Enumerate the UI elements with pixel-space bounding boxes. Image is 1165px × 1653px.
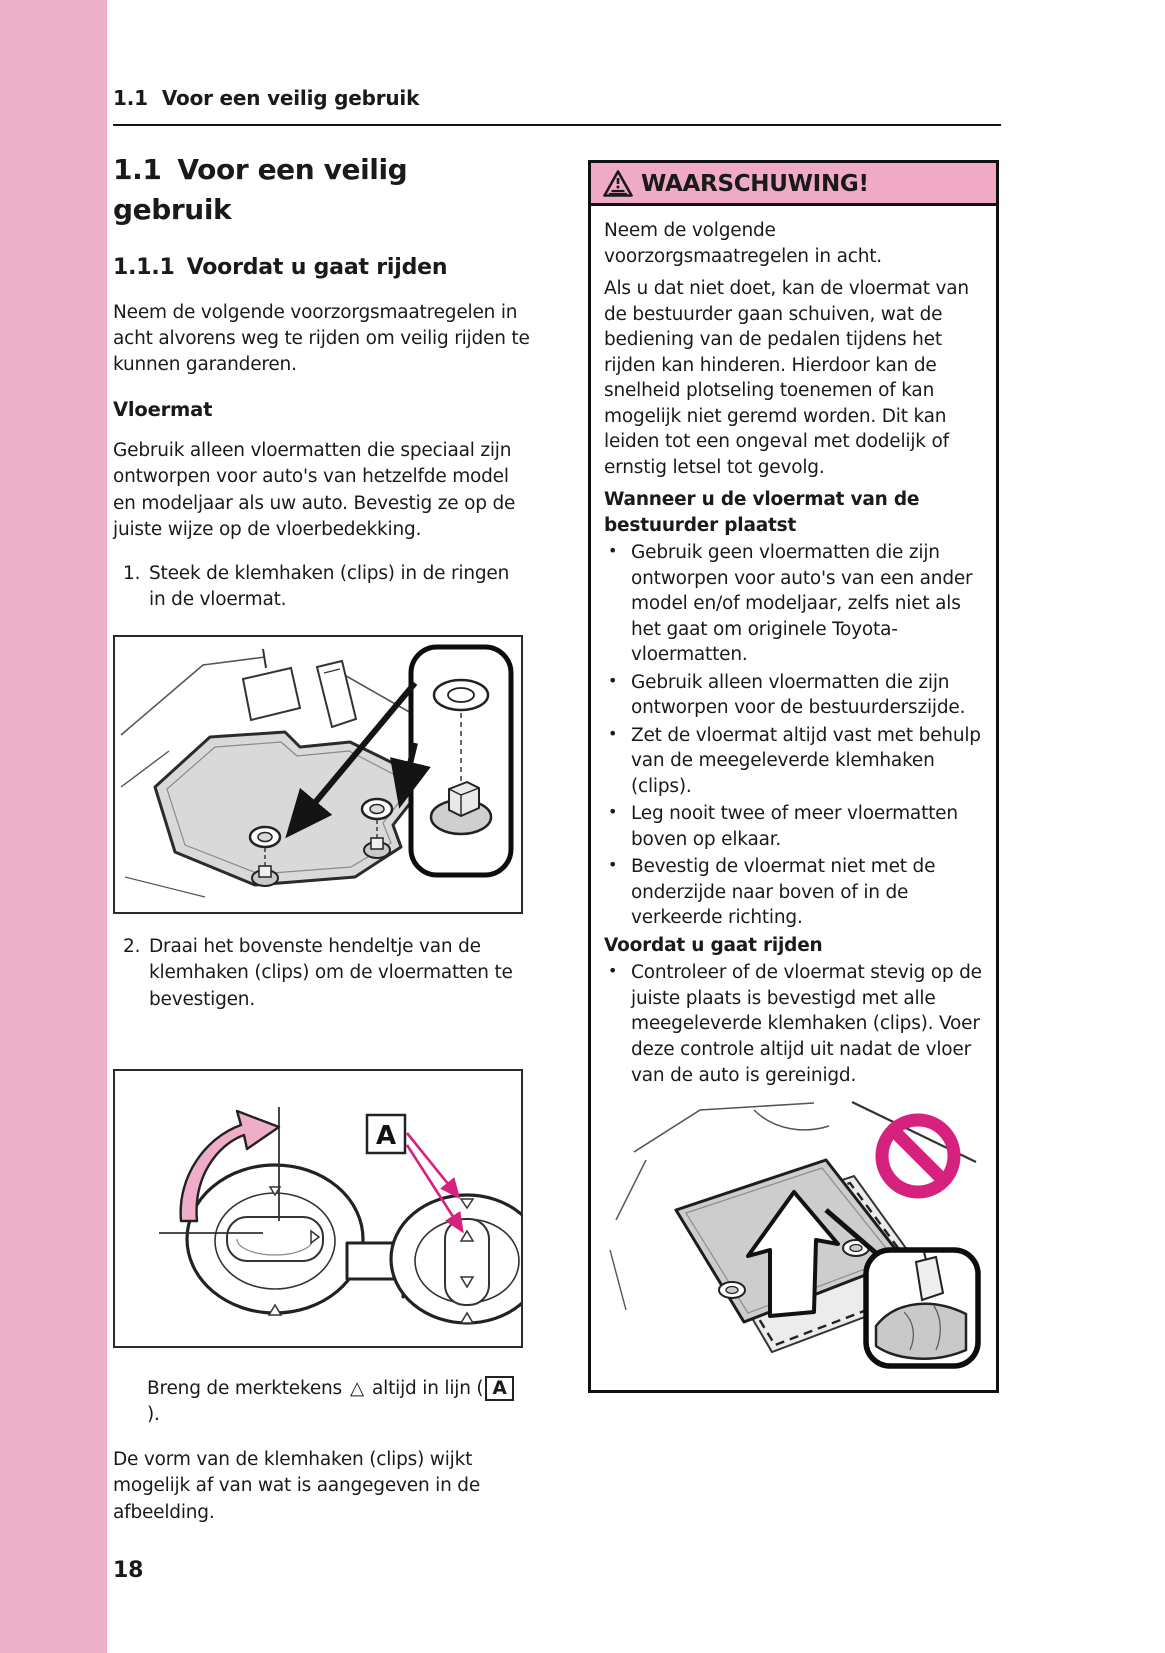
caption-pre: Breng de merktekens — [147, 1377, 342, 1399]
page-number: 18 — [113, 1558, 144, 1583]
warning-triangle-icon — [603, 170, 633, 197]
bullet-text: Controleer of de vloermat stevig op de juiste plaats is bevestigd met alle meegeleverde klemhaken (clips). Voer deze controle altijd uit nadat de vloer van de auto is gereinigd. — [631, 962, 982, 1086]
running-header — [113, 86, 419, 110]
bullet-text: Bevestig de vloermat niet met de onderzijde naar boven of in de verkeerde richting. — [631, 856, 936, 929]
header-rule — [113, 124, 1001, 126]
bullet-icon: • — [608, 961, 618, 981]
list-item — [604, 540, 984, 668]
pink-sidebar — [0, 0, 107, 1653]
list-item — [604, 854, 984, 931]
section-title — [113, 252, 531, 283]
warning-subhead-before: Voordat u gaat rijden — [604, 934, 823, 956]
intro-paragraph: Neem de volgende voorzorgsmaatregelen in acht alvorens weg te rijden om veilig rijden te kunnen garanderen. — [113, 301, 530, 376]
list-item — [604, 801, 984, 852]
warning-subhead-placing: Wanneer u de vloermat van de bestuurder plaatst — [604, 489, 920, 536]
bullet-icon: • — [608, 670, 618, 690]
bullet-icon: • — [608, 541, 618, 561]
vloermat-heading: Vloermat — [113, 397, 213, 421]
bullet-text: Gebruik alleen vloermatten die zijn ontworpen voor de bestuurderszijde. — [631, 671, 966, 719]
warning-header — [591, 163, 996, 206]
step-1-number: 1. — [123, 562, 141, 584]
a-label-text: A — [376, 1121, 396, 1152]
section-title-label: Voordat u gaat rijden — [186, 255, 448, 281]
warning-paragraph-1: Neem de volgende voorzorgsmaatregelen in acht. — [604, 220, 882, 267]
step-2 — [123, 934, 531, 1013]
step-1 — [123, 561, 531, 614]
page-title-label: Voor een veilig gebruik — [113, 153, 408, 227]
page-title — [113, 150, 531, 230]
warning-bullets-before — [604, 960, 984, 1088]
figure-clip-rotation-drawing — [115, 1071, 521, 1337]
figure-floormat-clips — [113, 635, 523, 913]
step-2-number: 2. — [123, 935, 141, 957]
shape-note-paragraph: De vorm van de klemhaken (clips) wijkt mogelijk af van wat is aangegeven in de afbeelding. — [113, 1448, 481, 1523]
step-2-text: Draai het bovenste hendeltje van de klemhaken (clips) om de vloermatten te bevestigen. — [149, 935, 513, 1010]
caption-mid: altijd in lijn ( — [372, 1377, 484, 1399]
bullet-text: Gebruik geen vloermatten die zijn ontworpen voor auto's van een ander model en/of modeljaar, zelfs niet als het gaat om originele Toyota-vloermatten. — [631, 542, 973, 666]
step-1-text: Steek de klemhaken (clips) in de ringen in de vloermat. — [149, 562, 510, 611]
bullet-icon: • — [608, 802, 618, 822]
figure-wrong-placement — [604, 1098, 984, 1380]
warning-bullets-placing — [604, 540, 984, 931]
list-item — [604, 960, 984, 1088]
list-item — [604, 723, 984, 800]
figure-clip-rotation — [113, 1069, 523, 1347]
caption-a-label: A — [485, 1376, 513, 1401]
prohibition-icon — [882, 1120, 954, 1192]
page-title-number: 1.1 — [113, 153, 162, 186]
bullet-text: Leg nooit twee of meer vloermatten boven op elkaar. — [631, 803, 958, 850]
section-title-number: 1.1.1 — [113, 255, 175, 281]
figure-floormat-clips-drawing — [115, 637, 521, 903]
figure-caption — [147, 1376, 519, 1429]
warning-box — [588, 160, 999, 1393]
list-item — [604, 670, 984, 721]
triangle-mark-icon: △ — [350, 1377, 365, 1399]
warning-paragraph-2: Als u dat niet doet, kan de vloermat van de bestuurder gaan schuiven, wat de bediening van de pedalen tijdens het rijden kan hinderen. Hierdoor kan de snelheid plotseling toenemen of kan mogelijk niet geremd worden. Dit kan leiden tot een ongeval met dodelijk of ernstig letsel tot gevolg. — [604, 278, 969, 478]
bullet-icon: • — [608, 855, 618, 875]
caption-post: ). — [147, 1404, 160, 1426]
running-header-number: 1.1 — [113, 86, 148, 110]
bullet-text: Zet de vloermat altijd vast met behulp van de meegeleverde klemhaken (clips). — [631, 724, 981, 797]
warning-title: WAARSCHUWING! — [641, 170, 869, 197]
vloermat-paragraph: Gebruik alleen vloermatten die speciaal zijn ontworpen voor auto's van hetzelfde model en modeljaar als uw auto. Bevestig ze op de juiste wijze op de vloerbedekking. — [113, 439, 516, 541]
bullet-icon: • — [608, 723, 618, 743]
running-header-label: Voor een veilig gebruik — [161, 86, 420, 110]
figure-wrong-placement-drawing — [604, 1098, 984, 1372]
warning-body — [591, 206, 996, 1390]
left-column — [113, 146, 531, 1543]
